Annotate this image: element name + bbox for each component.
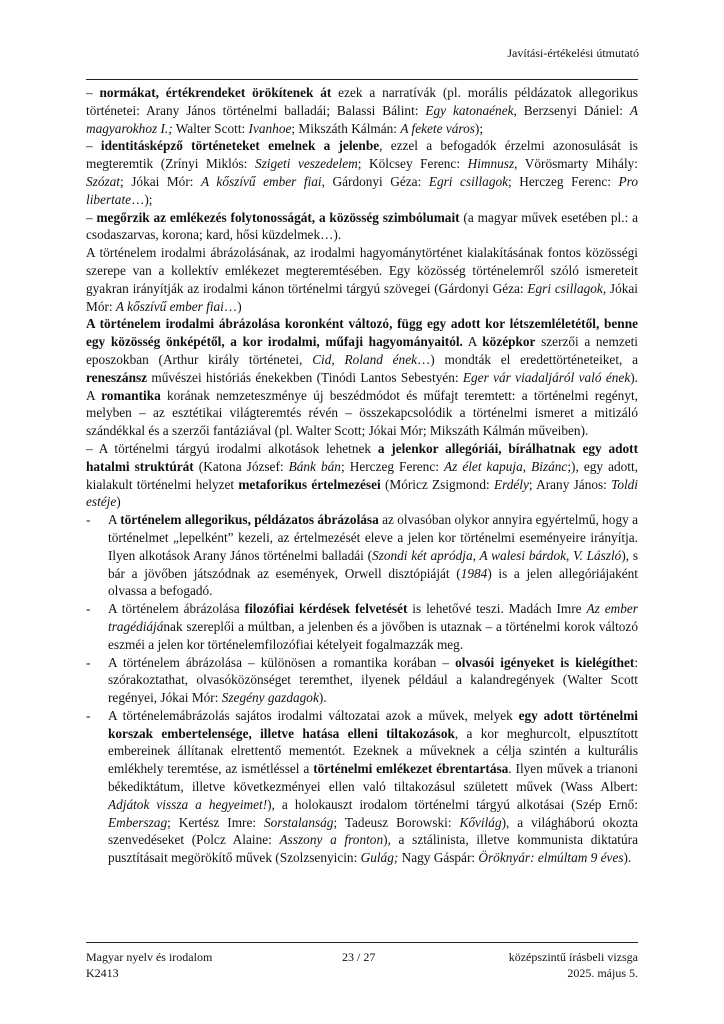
list-item-protest: - A történelemábrázolás sajátos irodalmi változatai azok a művek, melyek egy adott történelmi korszak embertelensége, illetve hatása elleni tiltakozások, a kor meghurcolt, elpusztított embereinek állítanak elrettentő mementót. Ezeknek a műveknek a célja szintén a kulturális emlékhely teremtése, az ismétléssel a történelmi emlékezet ébrentartása. Ilyen művek a trianoni békediktátum, illetve következményei ellen való tiltakozásul született művek (Wass Albert: Adjátok vissza a hegyeimet!), a holokauszt irodalom történelmi tárgyú alkotásai (Szép Ernő: Emberszag; Kertész Imre: Sorstalanság; Tadeusz Borowski: Kővilág), a világháború okozta szenvedéseket (Polcz Alaine: Asszony a fronton), a sztálinista, illetve kommunista diktatúra pusztításait megörökítő művek (Szolzsenyicin: Gulág; Nagy Gáspár: Öröknyár: elmúltam 9 éves). [86, 707, 639, 866]
bullet-dash: - [86, 601, 91, 617]
page-header: Javítási-értékelési útmutató [507, 46, 639, 60]
bullet-dash: - [86, 512, 91, 528]
footer-divider [86, 942, 638, 943]
footer-left [86, 949, 212, 981]
paragraph-memory: – megőrzik az emlékezés folytonosságát, a közösség szimbólumait (a magyar művek esetében pl.: a csodaszarvas, korona; kard, hősi küzdelmek…). [86, 209, 638, 243]
paragraph-norms: – normákat, értékrendeket örökítenek át ezek a narratívák (pl. morális példázatok allegorikus történetei: Arany János történelmi balladái; Balassi Bálint: Egy katonaének, Berzsenyi Dániel: A magyarokhoz I.; Walter Scott: Ivanhoe; Mikszáth Kálmán: A fekete város); [86, 85, 639, 136]
header-divider [86, 79, 638, 80]
footer-date: 2025. május 5. [567, 966, 638, 980]
list-item-allegorical: - A történelem allegorikus, példázatos ábrázolása az olvasóban olykor annyira egyértelmű, hogy a történelmet „lepelként” kezeli, az értelmezését eleve a jelen kor történelmi eseményeire irányítja. Ilyen alkotások Arany János történelmi balladái (Szondi két apródja, A walesi bárdok, V. László), s bár a jövőben játszódnak az események, Orwell disztópiáját (1984) is a jelen allegóriájaként olvassa a befogadó. [86, 512, 638, 599]
paragraph-allegory: – A történelmi tárgyú irodalmi alkotások lehetnek a jelenkor allegóriái, bírálhatnak egy adott hatalmi struktúrát (Katona József: Bánk bán; Herczeg Ferenc: Az élet kapuja, Bizánc;), egy adott, kialakult történelmi helyzet metaforikus értelmezései (Móricz Zsigmond: Erdély; Arany János: Toldi estéje) [86, 440, 639, 510]
page-body [86, 84, 638, 867]
list-item-philosophical: - A történelem ábrázolása filozófiai kérdések felvetését is lehetővé teszi. Madách Imre Az ember tragédiájának szereplői a múltban, a jelenben és a jövőben is utaznak – a történelmi korok változó eszméi a jelen kor történelemfilozófiai kételyeit fogalmazzák meg. [86, 601, 638, 652]
bullet-dash: - [86, 654, 91, 670]
bullet-dash: - [86, 707, 91, 723]
page-number: 23 / 27 [342, 950, 376, 964]
list-item-reader-needs: - A történelem ábrázolása – különösen a romantika korában – olvasói igényeket is kielégíthet: szórakoztathat, olvasóközönséget teremthet, ilyenek például a kalandregények (Walter Scott regényei, Jókai Mór: Szegény gazdagok). [86, 654, 639, 706]
paragraph-collective-memory: A történelem irodalmi ábrázolásának, az irodalmi hagyománytörténet kialakításának fontos közösségi szerepe van a kollektív emlékezet megteremtésében. Egy közösség történelemről szóló ismereteit gyakran irányítják az irodalmi kánon történelmi tárgyú szövegei (Gárdonyi Géza: Egri csillagok, Jókai Mór: A kőszívű ember fiai…) [86, 245, 638, 314]
footer-right [509, 949, 638, 981]
footer-subject: Magyar nyelv és irodalom [86, 950, 213, 964]
paragraph-identity: – identitásképző történeteket emelnek a jelenbe, ezzel a befogadók érzelmi azonosulását is megteremtik (Zrínyi Miklós: Szigeti veszedelem; Kölcsey Ferenc: Himnusz, Vörösmarty Mihály: Szózat; Jókai Mór: A kőszívű ember fiai, Gárdonyi Géza: Egri csillagok; Herczeg Ferenc: Pro libertate…); [86, 138, 638, 207]
footer-exam: középszintű írásbeli vizsga [508, 950, 638, 964]
footer-code: K2413 [86, 966, 119, 980]
paragraph-eras: A történelem irodalmi ábrázolása koronként változó, függ egy adott kor létszemléletétől, benne egy közösség önképétől, a kor irodalmi, műfaji hagyományaitól. A középkor szerzői a nemzeti eposzokban (Arthur király történetei, Cid, Roland ének…) mondták el eredettörténeteiket, a reneszánsz művészei históriás énekekben (Tinódi Lantos Sebestyén: Eger vár viadaljáról való ének). A romantika korának nemzeteszménye új beszédmódot és műfajt teremtett: a történelmi regényt, melyben – az esztétikai világteremtés révén – összekapcsolódik a történelmi ismeret a mitizáló szándékkal és a szerzői fantáziával (pl. Walter Scott; Jókai Mór; Mikszáth Kálmán műveiben). [86, 316, 638, 439]
